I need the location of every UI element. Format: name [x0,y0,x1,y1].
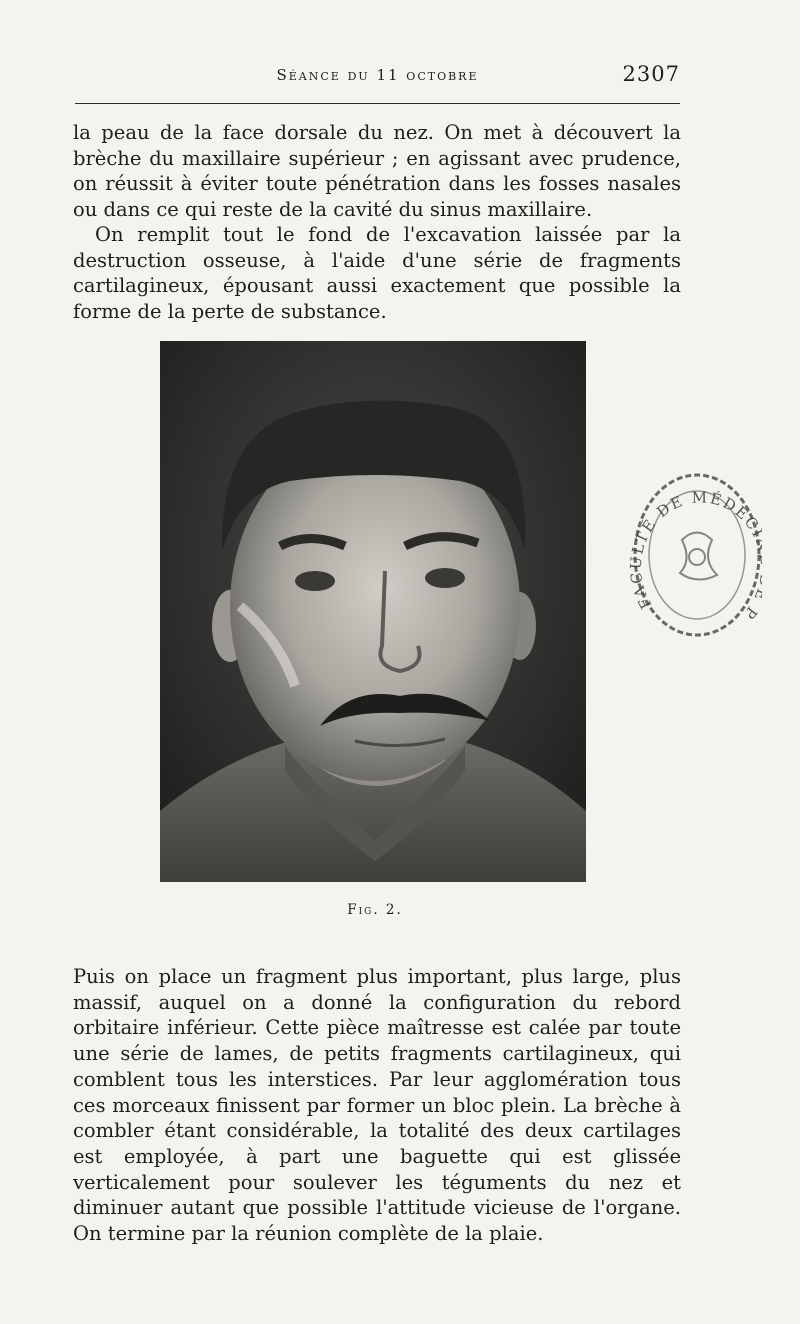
portrait-photo [160,341,586,882]
stamp-seal [622,465,762,645]
running-title: Séance du 11 octobre [276,66,479,84]
page-number: 2307 [622,62,680,86]
paragraph-3: Puis on place un fragment plus important, plus large, plus massif, auquel on a donné la configuration du rebord orbitaire inférieur. Cette pièce maîtresse est calée par toute une série de lames, de petits fragments cartilagineux, qui comblent tous les interstices. Par leur agglomération tous ces morceaux finissent par former un bloc plein. La brèche à combler étant considérable, la totalité des deux cartilages est employée, à part une baguette qui est glissée verticalement pour soulever les téguments du nez et diminuer autant que possible l'attitude vicieuse de l'organe. On termine par la réunion complète de la plaie. [73,965,681,1246]
header-rule [75,103,680,104]
paragraph-2: On remplit tout le fond de l'excavation laissée par la destruction osseuse, à l'aide d'une série de fragments cartilagineux, épousant aussi exactement que possible la forme de la perte de substance. [73,223,681,323]
running-head [75,62,680,92]
portrait-illustration [160,341,586,882]
library-stamp [622,465,762,645]
paragraph-1: la peau de la face dorsale du nez. On met à découvert la brèche du maxillaire supérieur ; en agissant avec prudence, on réussit à éviter toute pénétration dans les fosses nasales ou dans ce qui reste de la cavité du sinus maxillaire. [73,121,681,221]
figure-caption: Fig. 2. [347,902,403,918]
svg-text:FACULTÉ DE MÉDECINE DE PARIS: FACULTÉ DE MÉDEC P [626,488,762,623]
